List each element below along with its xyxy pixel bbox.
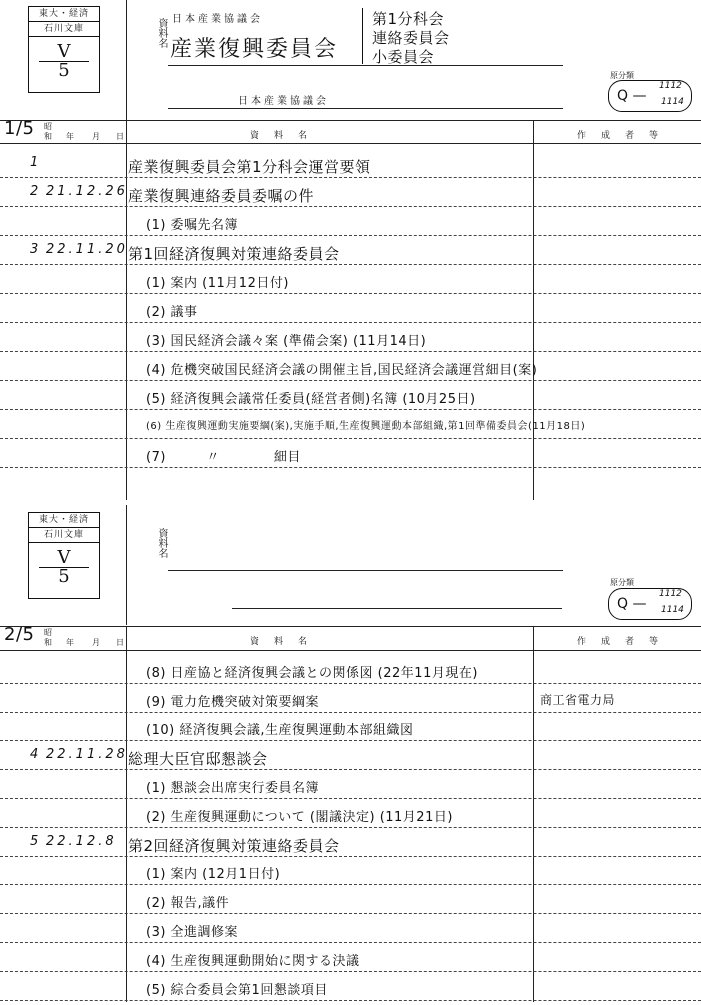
table1-header-rule	[0, 143, 701, 144]
stamp-number: 5	[39, 61, 89, 80]
margin-rule-2	[126, 505, 127, 625]
row-number: 2	[30, 184, 39, 199]
row-title: (1) 案内 (11月12日付)	[146, 276, 289, 291]
subtitle-1: 第1分科会	[372, 10, 445, 28]
margin-rule	[126, 0, 127, 120]
row-number: 1	[30, 155, 39, 170]
row-date: 22.11.20	[46, 242, 128, 257]
table-row	[0, 884, 701, 913]
row-title: (5) 綜合委員会第1回懇談項目	[146, 982, 328, 998]
table-row	[0, 683, 701, 712]
row-title: (2) 議事	[146, 305, 198, 320]
hdr-author: 作 成 者 等	[577, 131, 662, 141]
subtitle-3: 小委員会	[372, 48, 435, 66]
hdr-day: 日	[116, 132, 124, 141]
org-rule-2	[232, 608, 562, 609]
org-name: 日本産業協議会	[172, 14, 263, 25]
hdr-era-top: 昭	[44, 122, 52, 131]
table-row	[0, 206, 701, 235]
table-row	[0, 351, 701, 380]
table-row	[0, 654, 701, 683]
row-title: (6) 生産復興運動実施要綱(案),実施手順,生産復興運動本部組織,第1回準備委員会(11月18日)	[146, 421, 586, 432]
hdr-name: 資 料 名	[250, 131, 311, 141]
table-row	[0, 769, 701, 798]
hdr-era: 和	[44, 132, 52, 141]
stamp-roman: V	[57, 41, 71, 62]
class-label: 原分類	[610, 71, 634, 80]
org-under: 日本産業協議会	[238, 96, 329, 107]
row-title: (8) 日産協と経済復興会議との関係図 (22年11月現在)	[146, 665, 478, 681]
row-number: 3	[30, 242, 39, 257]
title-brace	[362, 8, 369, 64]
row-title: (2) 報告,議件	[146, 896, 230, 912]
table2-top	[0, 626, 701, 627]
row-rule	[0, 1000, 701, 1001]
row-title: (3) 全進調修案	[146, 924, 239, 940]
row-date: 22.11.28	[46, 747, 128, 763]
row-title: 産業復興連絡委員委嘱の件	[128, 187, 315, 205]
row-title: (1) 懇談会出席実行委員名簿	[146, 780, 320, 796]
class-label-2: 原分類	[610, 578, 634, 587]
table-row	[0, 942, 701, 971]
row-title: (1) 案内 (12月1日付)	[146, 867, 281, 883]
doc-title: 産業復興委員会	[170, 37, 339, 62]
row-number: 5	[30, 833, 39, 849]
table1-top	[0, 120, 701, 121]
doc-label: 資料名	[156, 18, 167, 48]
title-rule	[168, 65, 563, 66]
table-row	[0, 380, 701, 409]
table-row	[0, 177, 701, 206]
row-date: 22.12.8	[46, 833, 117, 849]
table-row	[0, 856, 701, 885]
title-rule-2	[168, 570, 563, 571]
row-number: 4	[30, 747, 39, 763]
row-title: (3) 国民経済会議々案 (準備会案) (11月14日)	[146, 334, 427, 349]
stamp-line2: 石川文庫	[29, 22, 99, 37]
hdr-year: 年	[66, 132, 74, 141]
subtitle-2: 連絡委員会	[372, 29, 450, 47]
row-title: (4) 生産復興運動開始に関する決議	[146, 953, 360, 969]
table-row	[0, 712, 701, 741]
table-row	[0, 827, 701, 856]
table-row	[0, 438, 701, 467]
org-rule	[168, 108, 563, 109]
table-row	[0, 913, 701, 942]
row-date: 21.12.26	[46, 184, 128, 199]
table-row	[0, 971, 701, 1000]
row-title: 第2回経済復興対策連絡委員会	[128, 836, 340, 855]
table-row	[0, 264, 701, 293]
classification-box-2: Q — 1112 1114	[608, 588, 692, 620]
row-title: (1) 委嘱先名簿	[146, 218, 239, 233]
archive-stamp-2: 東大・経済 石川文庫 V 5	[28, 512, 100, 599]
row-title: (4) 危機突破国民経済会議の開催主旨,国民経済会議運営細目(案)	[146, 363, 538, 378]
table-row	[0, 409, 701, 438]
page2-marker: 2/5	[4, 624, 35, 645]
row-title: (5) 経済復興会議常任委員(経営者側)名簿 (10月25日)	[146, 392, 476, 407]
doc-label-2: 資料名	[156, 528, 167, 558]
page1-marker: 1/5	[4, 118, 35, 139]
row-title: (10) 経済復興会議,生産復興運動本部組織図	[146, 723, 414, 739]
hdr-month: 月	[92, 132, 100, 141]
table-row	[0, 740, 701, 769]
classification-box: Q — 1112 1114	[608, 80, 692, 112]
row-title: 第1回経済復興対策連絡委員会	[128, 245, 340, 263]
row-title: 総理大臣官邸懇談会	[128, 750, 268, 769]
table-row	[0, 235, 701, 264]
table-row	[0, 293, 701, 322]
row-title: (2) 生産復興運動について (閣議決定) (11月21日)	[146, 809, 453, 825]
row-rule	[0, 467, 701, 468]
table2-header-rule	[0, 650, 701, 651]
table-row	[0, 798, 701, 827]
stamp-line1: 東大・経済	[29, 7, 99, 22]
row-title: (7) 〃 細目	[146, 450, 301, 465]
row-author: 商工省電力局	[540, 692, 616, 707]
archive-stamp	[28, 6, 100, 93]
row-title: 産業復興委員会第1分科会運営要領	[128, 158, 371, 176]
table-row	[0, 322, 701, 351]
row-title: (9) 電力危機突破対策要綱案	[146, 694, 320, 710]
table-row	[0, 148, 701, 177]
